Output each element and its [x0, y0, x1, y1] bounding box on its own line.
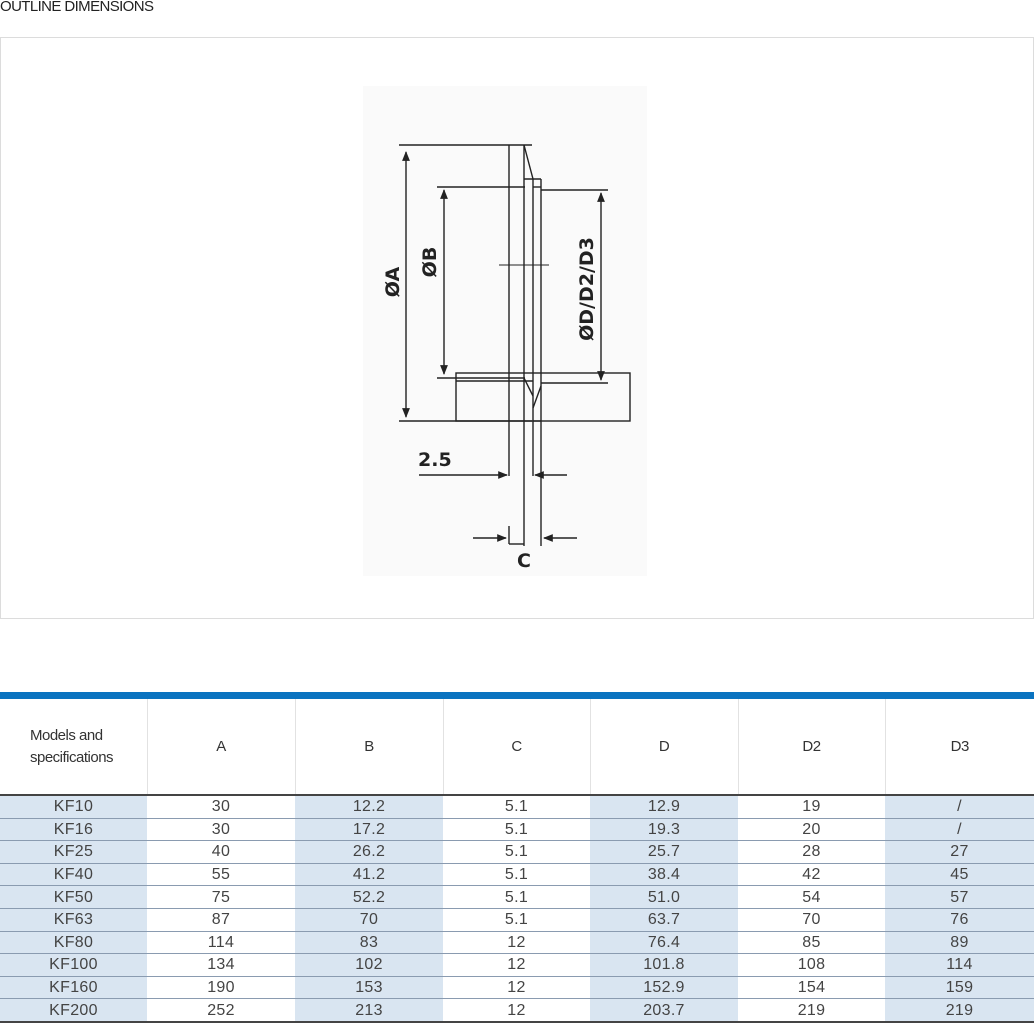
cell-c: 12	[443, 976, 590, 999]
cell-a: 30	[147, 795, 295, 818]
cell-d3: 57	[885, 886, 1034, 909]
cell-d: 63.7	[590, 908, 738, 931]
cell-b: 213	[295, 999, 443, 1022]
dimensions-table	[0, 699, 1034, 1023]
cell-c: 5.1	[443, 841, 590, 864]
drawing-frame	[0, 37, 1034, 619]
cell-model: KF25	[0, 841, 147, 864]
cell-c: 5.1	[443, 886, 590, 909]
table-row	[0, 818, 1034, 841]
cell-d3: 159	[885, 976, 1034, 999]
cell-d3: 219	[885, 999, 1034, 1022]
outline-drawing	[363, 86, 647, 576]
table-row	[0, 908, 1034, 931]
table-row	[0, 863, 1034, 886]
cell-b: 70	[295, 908, 443, 931]
cell-d: 38.4	[590, 863, 738, 886]
cell-b: 153	[295, 976, 443, 999]
cell-d: 19.3	[590, 818, 738, 841]
table-row	[0, 795, 1034, 818]
cell-d3: 89	[885, 931, 1034, 954]
cell-a: 114	[147, 931, 295, 954]
cell-d2: 108	[738, 954, 885, 977]
cell-d2: 42	[738, 863, 885, 886]
cell-b: 12.2	[295, 795, 443, 818]
header-a: A	[147, 699, 295, 795]
label-dia-b: ØB	[419, 246, 441, 278]
table-row	[0, 976, 1034, 999]
section-title: OUTLINE DIMENSIONS	[0, 0, 154, 15]
table-row	[0, 999, 1034, 1022]
cell-a: 252	[147, 999, 295, 1022]
cell-d2: 19	[738, 795, 885, 818]
cell-d: 12.9	[590, 795, 738, 818]
cell-b: 52.2	[295, 886, 443, 909]
header-b: B	[295, 699, 443, 795]
header-d: D	[590, 699, 738, 795]
label-dia-a: ØA	[382, 266, 404, 298]
cell-model: KF16	[0, 818, 147, 841]
cell-a: 55	[147, 863, 295, 886]
cell-model: KF63	[0, 908, 147, 931]
table-row	[0, 886, 1034, 909]
header-models: Models and specifications	[0, 699, 147, 795]
dimensions-table-wrap	[0, 699, 1034, 1023]
cell-d3: 45	[885, 863, 1034, 886]
cell-d: 101.8	[590, 954, 738, 977]
cell-a: 40	[147, 841, 295, 864]
cell-d3: 114	[885, 954, 1034, 977]
cell-b: 83	[295, 931, 443, 954]
cell-d: 51.0	[590, 886, 738, 909]
table-header-row	[0, 699, 1034, 795]
cell-d: 25.7	[590, 841, 738, 864]
cell-model: KF10	[0, 795, 147, 818]
cell-d: 203.7	[590, 999, 738, 1022]
cell-d3: /	[885, 818, 1034, 841]
cell-d2: 85	[738, 931, 885, 954]
cell-model: KF160	[0, 976, 147, 999]
label-c: C	[517, 550, 531, 572]
header-d3: D3	[950, 738, 969, 755]
tube-stub	[456, 373, 630, 421]
cell-a: 190	[147, 976, 295, 999]
cell-c: 12	[443, 954, 590, 977]
table-row	[0, 931, 1034, 954]
label-dia-d: ØD/D2/D3	[576, 237, 598, 341]
technical-drawing	[363, 86, 647, 576]
cell-d2: 28	[738, 841, 885, 864]
cell-model: KF100	[0, 954, 147, 977]
cell-d2: 70	[738, 908, 885, 931]
cell-b: 17.2	[295, 818, 443, 841]
cell-c: 5.1	[443, 908, 590, 931]
cell-c: 5.1	[443, 863, 590, 886]
cell-d3: 76	[885, 908, 1034, 931]
cell-d: 76.4	[590, 931, 738, 954]
cell-a: 75	[147, 886, 295, 909]
cell-d3: /	[885, 795, 1034, 818]
header-c: C	[443, 699, 590, 795]
table-accent-bar	[0, 692, 1034, 699]
cell-a: 87	[147, 908, 295, 931]
cell-d2: 154	[738, 976, 885, 999]
cell-d3: 27	[885, 841, 1034, 864]
cell-model: KF80	[0, 931, 147, 954]
header-d2: D2	[738, 699, 885, 795]
cell-model: KF200	[0, 999, 147, 1022]
cell-model: KF50	[0, 886, 147, 909]
table-row	[0, 954, 1034, 977]
cell-d2: 219	[738, 999, 885, 1022]
cell-c: 12	[443, 931, 590, 954]
cell-d2: 20	[738, 818, 885, 841]
cell-c: 5.1	[443, 795, 590, 818]
cell-b: 26.2	[295, 841, 443, 864]
cell-c: 5.1	[443, 818, 590, 841]
cell-b: 102	[295, 954, 443, 977]
cell-d2: 54	[738, 886, 885, 909]
cell-model: KF40	[0, 863, 147, 886]
cell-a: 30	[147, 818, 295, 841]
cell-b: 41.2	[295, 863, 443, 886]
cell-a: 134	[147, 954, 295, 977]
label-thickness: 2.5	[418, 449, 452, 471]
cell-c: 12	[443, 999, 590, 1022]
table-row	[0, 841, 1034, 864]
cell-d: 152.9	[590, 976, 738, 999]
